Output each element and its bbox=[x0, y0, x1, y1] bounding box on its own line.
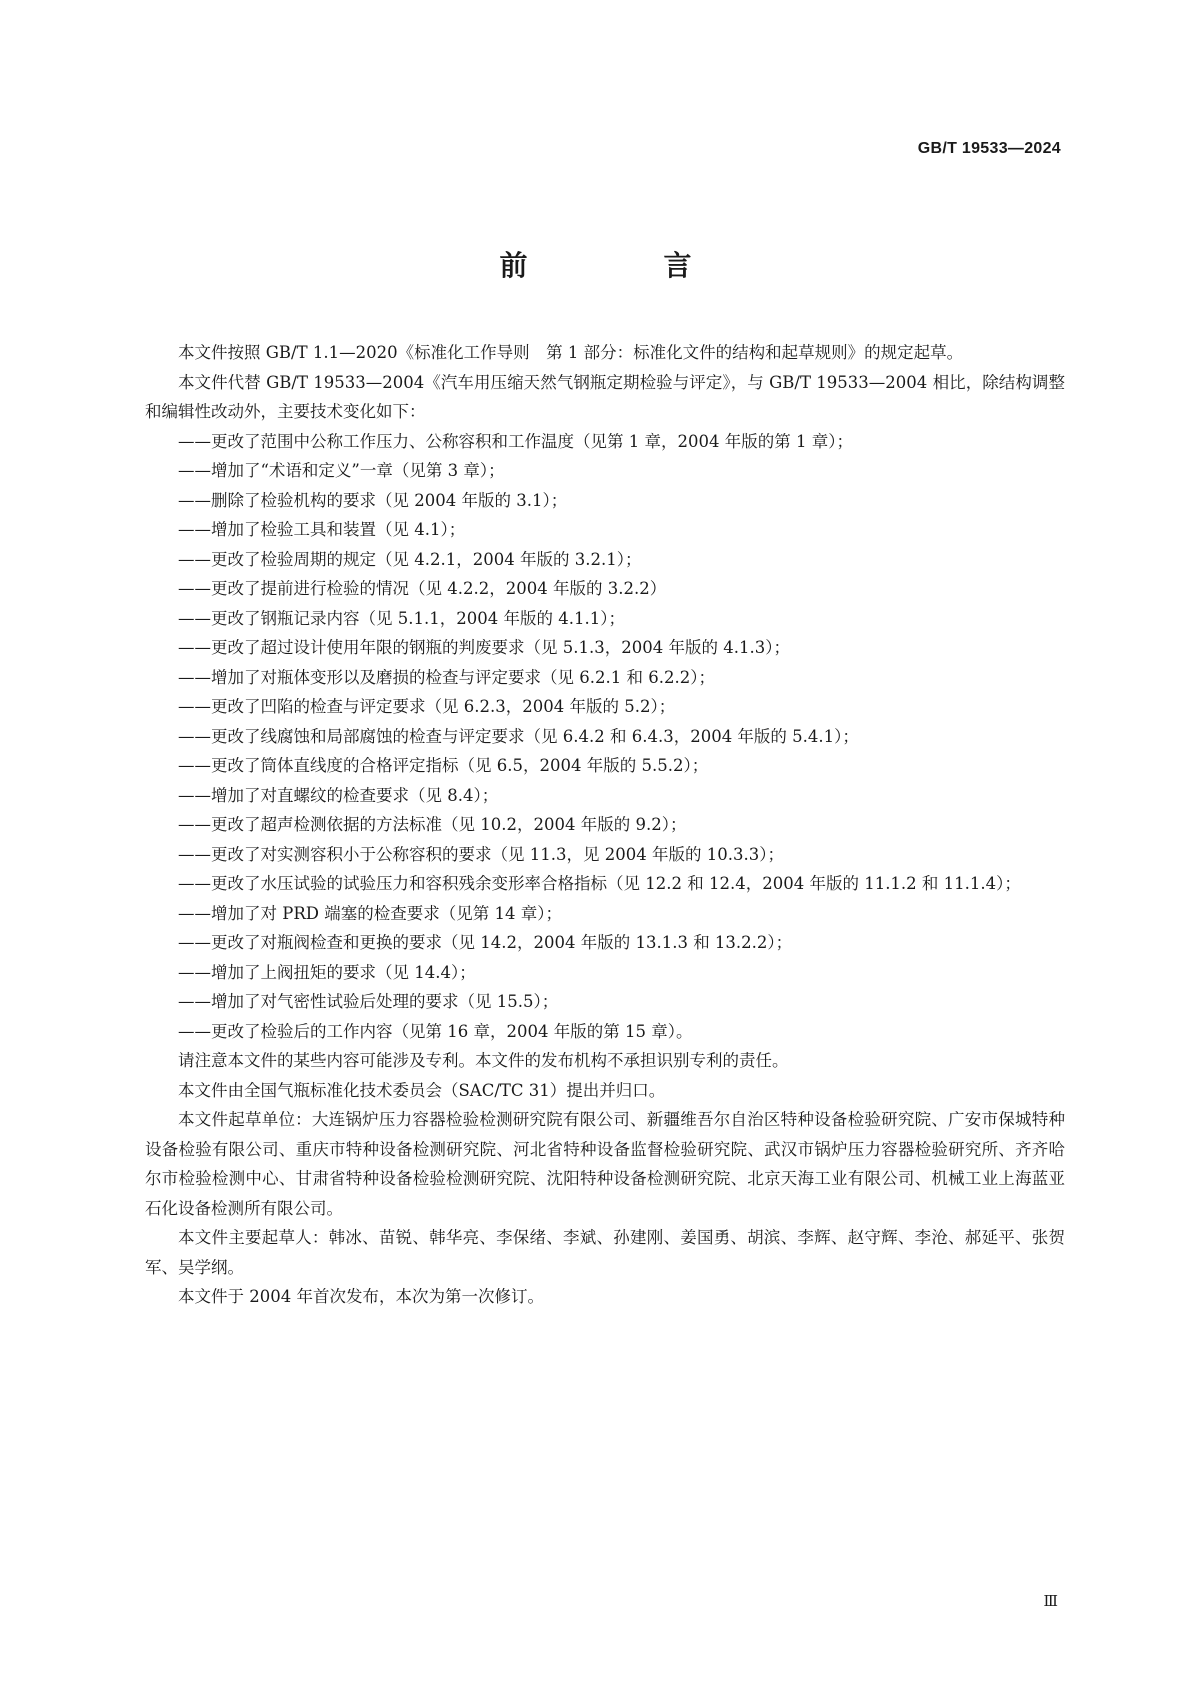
list-item: ——更改了水压试验的试验压力和容积残余变形率合格指标（见 12.2 和 12.4，2004 年版的 11.1.2 和 11.1.4）； bbox=[178, 874, 1021, 893]
list-item: ——更改了范围中公称工作压力、公称容积和工作温度（见第 1 章，2004 年版的第 1 章）； bbox=[178, 431, 853, 451]
list-item: ——更改了超过设计使用年限的钢瓶的判废要求（见 5.1.3，2004 年版的 4.1.3）； bbox=[178, 638, 790, 657]
list-item: ——更改了提前进行检验的情况（见 4.2.2，2004 年版的 3.2.2） bbox=[178, 579, 667, 598]
list-item: ——增加了上阀扭矩的要求（见 14.4）； bbox=[178, 962, 476, 982]
list-item: ——增加了对瓶体变形以及磨损的检查与评定要求（见 6.2.1 和 6.2.2）； bbox=[178, 667, 715, 687]
technical-changes-list bbox=[145, 427, 1065, 1047]
list-item: ——更改了钢瓶记录内容（见 5.1.1，2004 年版的 4.1.1）； bbox=[178, 608, 625, 628]
list-item: ——删除了检验机构的要求（见 2004 年版的 3.1）； bbox=[178, 490, 568, 510]
paragraph-drafting-units: 本文件起草单位：大连锅炉压力容器检验检测研究院有限公司、新疆维吾尔自治区特种设备检验研究院、广安市保城特种设备检验有限公司、重庆市特种设备检测研究院、河北省特种设备监督检验研究院、武汉市锅炉压力容器检验研究所、齐齐哈尔市检验检测中心、甘肃省特种设备检验检测研究院、沈阳特种设备检测研究院、北京天海工业有限公司、机械工业上海蓝亚石化设备检测所有限公司。 bbox=[145, 1110, 1065, 1218]
list-item: ——更改了筒体直线度的合格评定指标（见 6.5，2004 年版的 5.5.2）； bbox=[178, 756, 709, 775]
list-item: ——更改了线腐蚀和局部腐蚀的检查与评定要求（见 6.4.2 和 6.4.3，2004 年版的 5.4.1）； bbox=[178, 726, 859, 746]
list-item: ——增加了对 PRD 端塞的检查要求（见第 14 章）； bbox=[178, 903, 562, 923]
standard-code: GB/T 19533—2024 bbox=[917, 140, 1061, 157]
list-item: ——更改了对实测容积小于公称容积的要求（见 11.3，见 2004 年版的 10.3.3）； bbox=[178, 844, 784, 864]
list-item: ——更改了对瓶阀检查和更换的要求（见 14.2，2004 年版的 13.1.3 和 13.2.2）； bbox=[178, 933, 793, 952]
paragraph-replaces: 本文件代替 GB/T 19533—2004《汽车用压缩天然气钢瓶定期检验与评定》，与 GB/T 19533—2004 相比，除结构调整和编辑性改动外，主要技术变化如下： bbox=[145, 372, 1065, 421]
list-item: ——更改了检验周期的规定（见 4.2.1，2004 年版的 3.2.1）； bbox=[178, 549, 642, 569]
list-item: ——增加了“术语和定义”一章（见第 3 章）； bbox=[178, 461, 505, 480]
foreword-body bbox=[145, 338, 1065, 1312]
list-item: ——增加了对直螺纹的检查要求（见 8.4）； bbox=[178, 785, 499, 805]
paragraph-drafting-rules: 本文件按照 GB/T 1.1—2020《标准化工作导则 第 1 部分：标准化文件的结构和起草规则》的规定起草。 bbox=[178, 343, 964, 362]
list-item: ——更改了检验后的工作内容（见第 16 章，2004 年版的第 15 章）。 bbox=[178, 1021, 693, 1041]
paragraph-proposed-by: 本文件由全国气瓶标准化技术委员会（SAC/TC 31）提出并归口。 bbox=[178, 1080, 666, 1100]
page-number: Ⅲ bbox=[1043, 1592, 1058, 1610]
paragraph-revision-history: 本文件于 2004 年首次发布，本次为第一次修订。 bbox=[178, 1287, 544, 1306]
list-item: ——更改了凹陷的检查与评定要求（见 6.2.3，2004 年版的 5.2）； bbox=[178, 697, 676, 716]
list-item: ——更改了超声检测依据的方法标准（见 10.2，2004 年版的 9.2）； bbox=[178, 815, 687, 834]
list-item: ——增加了对气密性试验后处理的要求（见 15.5）； bbox=[178, 992, 559, 1011]
list-item: ——增加了检验工具和装置（见 4.1）； bbox=[178, 520, 466, 539]
paragraph-patent-notice: 请注意本文件的某些内容可能涉及专利。本文件的发布机构不承担识别专利的责任。 bbox=[178, 1051, 789, 1070]
page-title: 前 言 bbox=[499, 249, 746, 282]
paragraph-drafters: 本文件主要起草人：韩冰、苗锐、韩华亮、李保绪、李斌、孙建刚、姜国勇、胡滨、李辉、赵守辉、李沧、郝延平、张贺军、吴学纲。 bbox=[145, 1228, 1065, 1277]
